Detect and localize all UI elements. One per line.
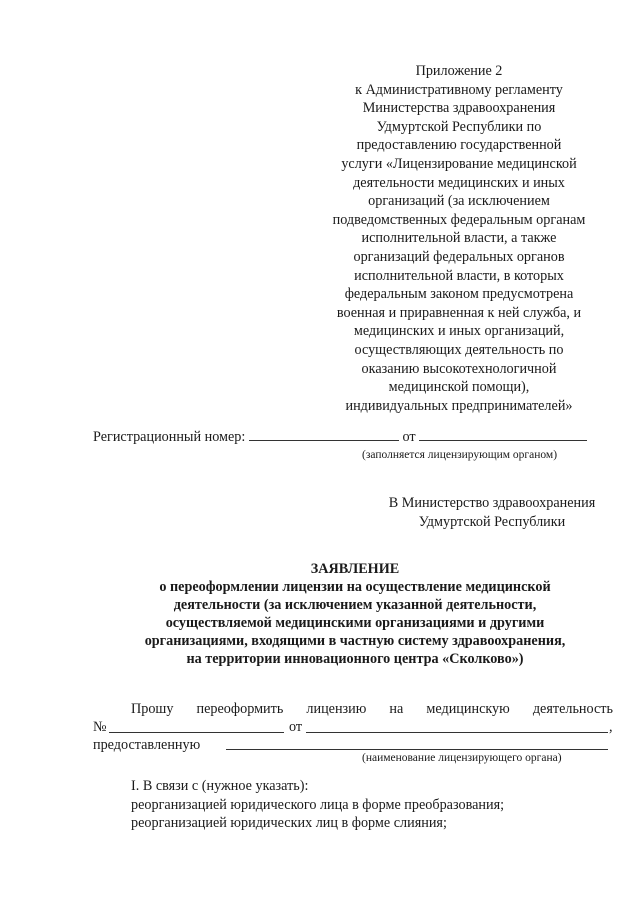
appendix-line: медицинских и иных организаций, bbox=[353, 323, 565, 340]
appendix-line: предоставлению государственной bbox=[356, 137, 562, 154]
appendix-line: оказанию высокотехнологичной bbox=[361, 360, 557, 377]
license-line-comma: , bbox=[609, 719, 613, 735]
licensing-authority-field[interactable] bbox=[226, 749, 608, 750]
appendix-line: деятельности медицинских и иных bbox=[353, 174, 565, 191]
appendix-line: Министерства здравоохранения bbox=[362, 100, 556, 117]
appendix-line: исполнительной власти, а также bbox=[361, 230, 557, 247]
appendix-line: военная и приравненная к ней служба, и bbox=[336, 304, 582, 321]
provided-label: предоставленную bbox=[93, 737, 201, 753]
title-line: организациями, входящими в частную систему здравоохранения, bbox=[144, 633, 566, 649]
addressee-block bbox=[372, 494, 612, 532]
appendix-line: медицинской помощи), bbox=[388, 379, 530, 396]
registration-date-field[interactable] bbox=[419, 428, 587, 441]
document-title bbox=[95, 560, 615, 668]
request-word: переоформить bbox=[196, 701, 284, 717]
registration-label: Регистрационный номер: bbox=[93, 429, 246, 445]
license-date-field[interactable] bbox=[306, 732, 608, 733]
title-heading: ЗАЯВЛЕНИЕ bbox=[310, 561, 400, 577]
request-line bbox=[131, 700, 613, 718]
appendix-line: Удмуртской Республики по bbox=[376, 118, 542, 135]
appendix-line: к Административному регламенту bbox=[355, 81, 563, 98]
appendix-line: организаций (за исключением bbox=[368, 193, 550, 210]
request-word: деятельность bbox=[532, 701, 613, 717]
registration-number-field[interactable] bbox=[249, 428, 399, 441]
registration-note: (заполняется лицензирующим органом) bbox=[362, 449, 558, 461]
appendix-line: организаций федеральных органов bbox=[353, 248, 565, 265]
appendix-line: исполнительной власти, в которых bbox=[354, 267, 564, 284]
request-word: на bbox=[389, 701, 404, 717]
appendix-line: индивидуальных предпринимателей» bbox=[345, 397, 573, 414]
request-word: медицинскую bbox=[426, 701, 510, 717]
request-word: Прошу bbox=[131, 701, 174, 717]
appendix-line: подведомственных федеральным органам bbox=[332, 211, 586, 228]
addressee-line: Удмуртской Республики bbox=[418, 514, 566, 530]
title-line: деятельности (за исключением указанной деятельности, bbox=[173, 597, 537, 613]
title-line: осуществляемой медицинскими организациями и другими bbox=[165, 615, 545, 631]
title-line: о переоформлении лицензии на осуществление медицинской bbox=[159, 579, 551, 595]
appendix-line: федеральным законом предусмотрена bbox=[344, 286, 574, 303]
request-word: лицензию bbox=[306, 701, 367, 717]
appendix-line: осуществляющих деятельность по bbox=[354, 341, 564, 358]
registration-from-label: от bbox=[402, 429, 416, 445]
addressee-line: В Министерство здравоохранения bbox=[388, 495, 596, 511]
license-number-sign: № bbox=[93, 719, 107, 735]
license-from-label: от bbox=[289, 719, 303, 735]
licensing-authority-note: (наименование лицензирующего органа) bbox=[362, 752, 562, 764]
section-1-item: реорганизацией юридических лиц в форме слияния; bbox=[131, 815, 447, 831]
appendix-header bbox=[310, 62, 608, 415]
section-1-heading: I. В связи с (нужное указать): bbox=[131, 778, 309, 794]
appendix-line: Приложение 2 bbox=[415, 63, 503, 79]
title-line: на территории инновационного центра «Сколково») bbox=[186, 651, 524, 667]
license-number-field[interactable] bbox=[109, 732, 284, 733]
section-1-item: реорганизацией юридического лица в форме преобразования; bbox=[131, 797, 505, 813]
appendix-line: услуги «Лицензирование медицинской bbox=[341, 155, 577, 172]
registration-row bbox=[93, 428, 613, 448]
